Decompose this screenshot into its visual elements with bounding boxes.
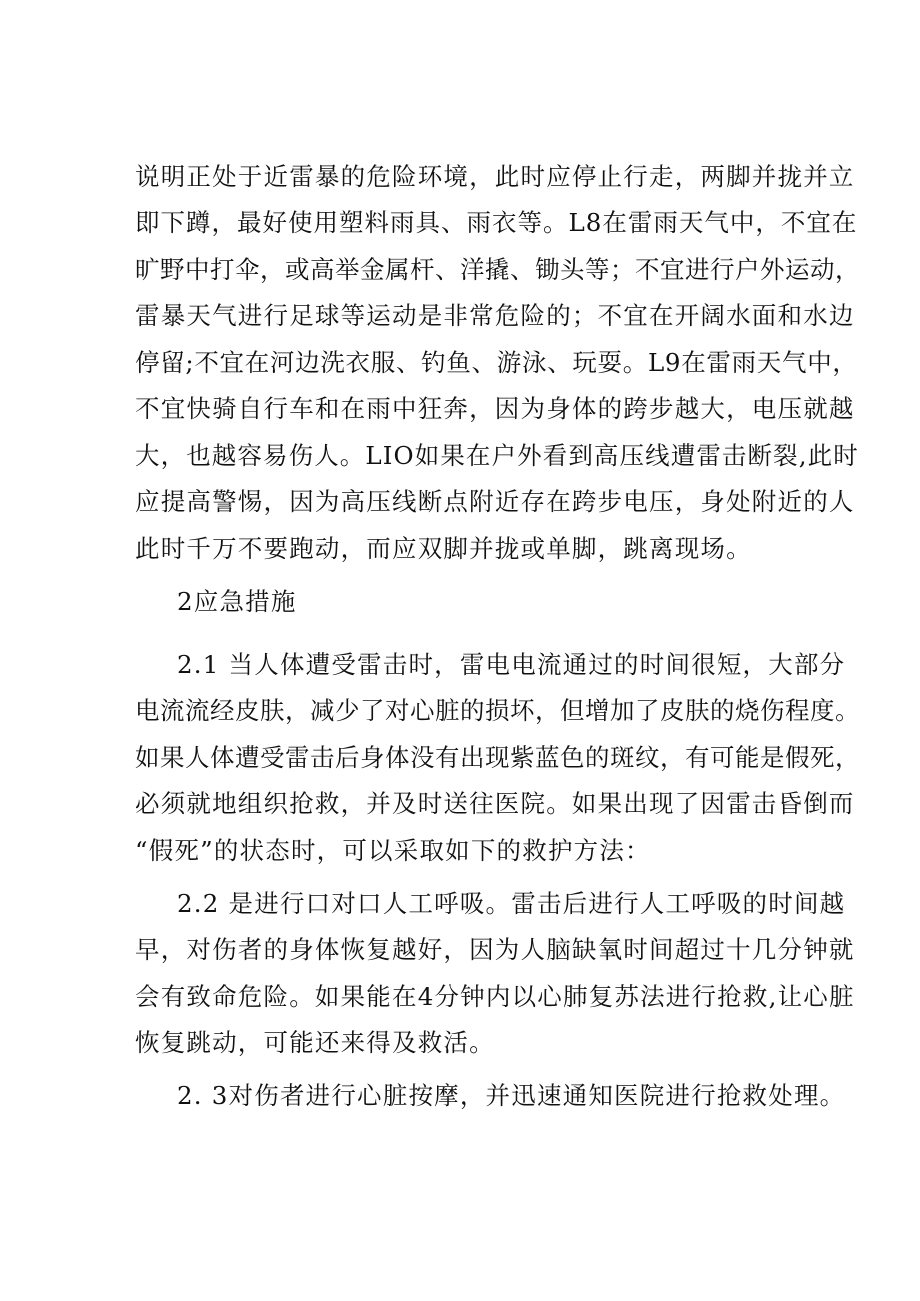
text-line: 大，也越容易伤人。LIO如果在户外看到高压线遭雷击断裂,此时 [135, 441, 859, 470]
text-line: 应提高警惕，因为高压线断点附近存在跨步电压，身处附近的人 [135, 487, 855, 516]
text-line: 说明正处于近雷暴的危险环境，此时应停止行走，两脚并拢并立 [135, 162, 855, 191]
text-line: 2.1 当人体遭受雷击时，雷电电流通过的时间很短，大部分 [177, 650, 846, 679]
text-line: 2.2 是进行口对口人工呼吸。雷击后进行人工呼吸的时间越 [177, 889, 846, 918]
text-line: 电流流经皮肤，减少了对心脏的损坏，但增加了皮肤的烧伤程度。 [135, 696, 860, 725]
text-line: 此时千万不要跑动，而应双脚并拢或单脚，跳离现场。 [135, 534, 752, 563]
text-line: 旷野中打伞，或高举金属杆、洋撬、锄头等；不宜进行户外运动， [135, 255, 860, 284]
text-line: “假死”的状态时，可以采取如下的救护方法： [135, 836, 651, 865]
text-line: 早，对伤者的身体恢复越好，因为人脑缺氧时间超过十几分钟就 [135, 935, 855, 964]
text-line: 雷暴天气进行足球等运动是非常危险的；不宜在开阔水面和水边 [135, 301, 855, 330]
section-heading: 2应急措施 [177, 587, 297, 616]
text-line: 恢复跳动，可能还来得及救活。 [135, 1028, 495, 1057]
text-line: 即下蹲，最好使用塑料雨具、雨衣等。L8在雷雨天气中，不宜在 [135, 208, 858, 237]
text-line: 必须就地组织抢救，并及时送往医院。如果出现了因雷击昏倒而 [135, 789, 855, 818]
text-line: 不宜快骑自行车和在雨中狂奔，因为身体的跨步越大，电压就越 [135, 394, 855, 423]
text-line: 如果人体遭受雷击后身体没有出现紫蓝色的斑纹，有可能是假死， [135, 743, 860, 772]
text-line: 停留;不宜在河边洗衣服、钓鱼、游泳、玩耍。L9在雷雨天气中， [135, 348, 858, 377]
text-line: 会有致命危险。如果能在4分钟内以心肺复苏法进行抢救,让心脏 [135, 982, 855, 1011]
text-line: 2. 3对伤者进行心脏按摩，并迅速通知医院进行抢救处理。 [177, 1081, 846, 1110]
